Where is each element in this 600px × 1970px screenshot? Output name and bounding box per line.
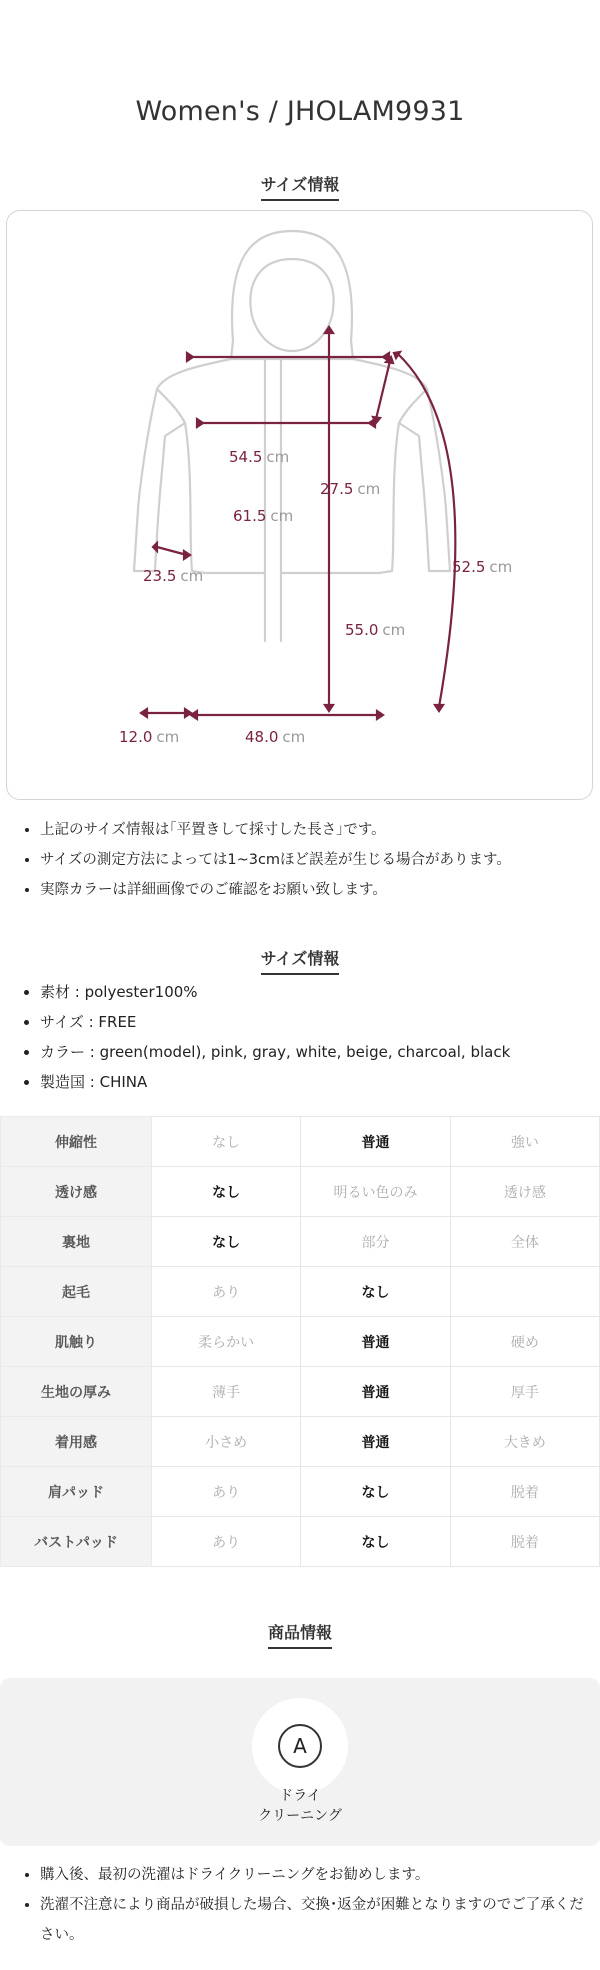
size-notes: [20, 815, 600, 905]
page-title: Women's / JHOLAM9931: [135, 96, 465, 127]
care-notes: [20, 1860, 595, 1950]
list-item: • サイズ : FREE: [40, 1007, 600, 1037]
list-item: • 実際カラーは詳細画像でのご確認をお願い致します。: [40, 875, 600, 905]
fabric-option: 普通: [301, 1367, 450, 1417]
size-info-heading: [0, 172, 600, 201]
fabric-option: [450, 1267, 599, 1317]
list-item: • 洗濯不注意により商品が破損した場合、交換･返金が困難となりますのでご了承ください。: [40, 1890, 595, 1950]
fabric-option: 脱着: [450, 1517, 599, 1567]
fabric-option: 厚手: [450, 1367, 599, 1417]
list-item: • カラー : green(model), pink, gray, white, beige, charcoal, black: [40, 1037, 600, 1067]
product-heading: [0, 1620, 600, 1649]
fabric-option: 脱着: [450, 1467, 599, 1517]
fabric-option: 硬め: [450, 1317, 599, 1367]
fabric-option: 柔らかい: [152, 1317, 301, 1367]
fabric-option: 強い: [450, 1117, 599, 1167]
label-neck-drop: 27.5 cm: [320, 480, 381, 498]
label-sleeve: 52.5 cm: [452, 558, 513, 576]
table-row: [1, 1167, 600, 1217]
fabric-option: 普通: [301, 1117, 450, 1167]
fabric-option: なし: [301, 1517, 450, 1567]
fabric-label: 起毛: [1, 1267, 152, 1317]
label-hem-width: 48.0 cm: [245, 728, 306, 746]
care-icon-circle: [252, 1698, 348, 1794]
size-info-heading-text: サイズ情報: [261, 172, 340, 201]
detail-heading: [0, 946, 600, 975]
detail-heading-text: サイズ情報: [261, 946, 340, 975]
dry-clean-icon: A: [278, 1724, 322, 1768]
fabric-option: 全体: [450, 1217, 599, 1267]
fabric-label: 肌触り: [1, 1317, 152, 1367]
fabric-option: あり: [152, 1467, 301, 1517]
fabric-label: 着用感: [1, 1417, 152, 1467]
fabric-option: 部分: [301, 1217, 450, 1267]
label-hem-cuff: 12.0 cm: [119, 728, 180, 746]
fabric-option: なし: [301, 1467, 450, 1517]
fabric-label: 透け感: [1, 1167, 152, 1217]
fabric-option: 小さめ: [152, 1417, 301, 1467]
care-label-line2: クリーニング: [258, 1808, 342, 1824]
fabric-option: 薄手: [152, 1367, 301, 1417]
fabric-option: 大きめ: [450, 1417, 599, 1467]
fabric-option: あり: [152, 1267, 301, 1317]
table-row: [1, 1467, 600, 1517]
fabric-label: 伸縮性: [1, 1117, 152, 1167]
table-row: [1, 1517, 600, 1567]
list-item: • 購入後、最初の洗濯はドライクリーニングをお勧めします。: [40, 1860, 595, 1890]
size-diagram: [6, 210, 593, 800]
measure-lines: [141, 327, 455, 719]
list-item: • 上記のサイズ情報は｢平置きして採寸した長さ｣です。: [40, 815, 600, 845]
fabric-label: バストパッド: [1, 1517, 152, 1567]
product-heading-text: 商品情報: [268, 1620, 332, 1649]
fabric-option: 普通: [301, 1417, 450, 1467]
fabric-option: なし: [152, 1117, 301, 1167]
spec-list: [20, 977, 600, 1097]
fabric-label: 肩パッド: [1, 1467, 152, 1517]
table-row: [1, 1117, 600, 1167]
care-label-line1: ドライ: [279, 1788, 321, 1804]
table-row: [1, 1417, 600, 1467]
label-cuff: 23.5 cm: [143, 567, 204, 585]
care-box: [0, 1678, 600, 1846]
fabric-option: あり: [152, 1517, 301, 1567]
jacket-diagram: [7, 211, 594, 801]
fabric-option: 普通: [301, 1317, 450, 1367]
list-item: • 素材 : polyester100%: [40, 977, 600, 1007]
fabric-option: なし: [301, 1267, 450, 1317]
label-chest: 61.5 cm: [233, 507, 294, 525]
fabric-table: [0, 1116, 600, 1567]
table-row: [1, 1367, 600, 1417]
fabric-option: なし: [152, 1167, 301, 1217]
label-shoulder: 54.5 cm: [229, 448, 290, 466]
fabric-option: 明るい色のみ: [301, 1167, 450, 1217]
table-row: [1, 1317, 600, 1367]
fabric-option: なし: [152, 1217, 301, 1267]
list-item: • サイズの測定方法によっては1~3cmほど誤差が生じる場合があります。: [40, 845, 600, 875]
table-row: [1, 1217, 600, 1267]
care-label: [0, 1786, 600, 1826]
fabric-option: 透け感: [450, 1167, 599, 1217]
fabric-label: 裏地: [1, 1217, 152, 1267]
list-item: • 製造国 : CHINA: [40, 1067, 600, 1097]
label-length: 55.0 cm: [345, 621, 406, 639]
fabric-label: 生地の厚み: [1, 1367, 152, 1417]
table-row: [1, 1267, 600, 1317]
